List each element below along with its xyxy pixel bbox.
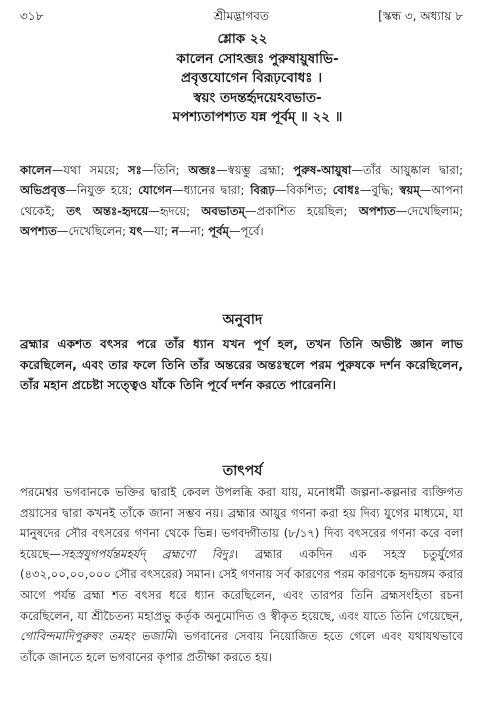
synonym-term: অপশ্যত: [20, 223, 57, 238]
synonym-meaning: দেখেছিলাম: [407, 203, 460, 218]
synonym-meaning: যা: [154, 223, 165, 238]
purport-text-part: । ব্রহ্মার একদিন এক সহস্র চতুর্যুগের (৪৩২,০০,০০,০০০ সৌর বৎসরের) সমান। সেই গণনায় সর্ব কারণের পরম কারণকে হৃদয়ঙ্গম করার আগে পর্যন্ত ব্রহ্মা শত বৎসর ধরে ধ্যান করেছিলেন, এবং তারপর তিনি ব্রহ্মসংহিতা রচনা করেছিলেন, যা শ্রীচৈতন্য মহাপ্রভু কর্তৃক অনুমোদিত ও স্বীকৃত হয়েছে, এবং যাতে তিনি গেয়েছেন,: [20, 546, 463, 623]
synonym-term: অপশ্যত: [358, 203, 396, 218]
synonym-meaning: আপনা থেকেই: [20, 183, 464, 218]
synonym-term: যোগেন: [138, 183, 173, 198]
purport-quote: সহস্রযুগপর্যন্তমহর্যদ্ ব্রহ্মণো বিদুঃ: [60, 546, 234, 561]
word-for-word-synonyms: কালেন—যথা সময়ে; সঃ—তিনি; অব্জঃ—স্বয়ম্ভু ব্রহ্মা; পুরুষ-আয়ুষা—তাঁর আয়ুষ্কাল দ্বারা; অভিপ্রবৃত্ত—নিযুক্ত হয়ে; যোগেন—ধ্যানের দ্বারা; বিরূঢ়—বিকশিত; বোধঃ—বুদ্ধি; স্বয়ম্—আপনা থেকেই; তৎ অন্তঃ-হৃদয়ে—হৃদয়ে; অবভাতম্—প্রকাশিত হয়েছিল; অপশ্যত—দেখেছিলাম; অপশ্যত—দেখেছিলেন; যৎ—যা; ন—না; পূর্বম্—পূর্বে।: [20, 163, 464, 238]
page-header: [20, 5, 463, 27]
synonym-meaning: নিযুক্ত হয়ে: [77, 183, 129, 198]
synonym-meaning: প্রকাশিত হয়েছিল: [256, 203, 344, 218]
purport-text: [20, 482, 463, 667]
synonym-meaning: স্বয়ম্ভু ব্রহ্মা: [227, 163, 281, 177]
synonym-term: অব্জঃ: [188, 163, 217, 177]
synonym-term: অভিপ্রবৃত্ত: [20, 183, 66, 198]
verse-block: [0, 30, 485, 128]
verse-heading: শ্লোক ২২: [217, 31, 268, 47]
synonym-term: সঃ: [127, 163, 142, 177]
purport-text-part: । ভগবানের সেবায় নিয়োজিত হতে গেলে এবং যথাযথভাবে তাঁকে জানতে হলে ভগবানের কৃপার প্রতীক্ষা করতে হয়।: [20, 629, 464, 664]
synonym-term: যৎ: [129, 223, 143, 238]
synonym-meaning: হৃদয়ে: [159, 203, 187, 218]
synonym-term: বোধঃ: [332, 183, 360, 198]
purport-quote: গোবিন্দমাদিপুরুষং তমহং ভজামি: [20, 629, 174, 644]
synonym-term: কালেন: [20, 163, 52, 177]
verse-line: কালেন সোঽব্জঃ পুরুষায়ুষাভি-: [176, 50, 339, 67]
verse-line: প্রবৃত্তযোগেন বিরূঢ়বোধঃ ।: [180, 70, 323, 86]
synonym-meaning: ধ্যানের দ্বারা: [183, 183, 241, 198]
synonym-meaning: বিকশিত: [286, 183, 324, 198]
translation-title: অনুবাদ: [222, 312, 263, 328]
verse-line: স্বয়ং তদন্তর্হৃদয়েঽবভাত-: [193, 89, 322, 106]
page-number: ৩১৮: [20, 9, 44, 23]
synonym-meaning: যথা সময়ে: [63, 163, 116, 177]
synonym-meaning: তাঁর আয়ুষ্কাল দ্বারা: [362, 163, 460, 177]
synonym-meaning: তিনি: [153, 163, 176, 177]
purport-title: তাৎপর্য: [222, 463, 263, 479]
verse-line: মপশ্যতাপশ্যত যন্ন পূর্বম্ ॥ ২২ ॥: [172, 109, 343, 125]
synonym-meaning: পূর্বে: [240, 223, 260, 238]
synonym-meaning: না: [190, 223, 201, 238]
purport-text-part: পরমেশ্বর ভগবানকে ভক্তির দ্বারাই কেবল উপলব্ধি করা যায়, মনোধর্মী জল্পনা-কল্পনার ব্যক্তিগত প্রয়াসের দ্বারা কখনই তাঁকে জানা সম্ভব নয়। ব্রহ্মার আয়ুর গণনা করা হয় দিব্য যুগের মাধ্যমে, যা মানুষদের সৌর বৎসরের গণনা থেকে ভিন্ন। ভগবদ্গীতায় (৮/১৭) দিব্য বৎসরের গণনা করে বলা হয়েছে—: [20, 485, 463, 561]
translation-text: ব্রহ্মার একশত বৎসর পরে তাঁর ধ্যান যখন পূর্ণ হল, তখন তিনি অভীষ্ট জ্ঞান লাভ করেছিলেন, এবং তার ফলে তিনি তাঁর অন্তরের অন্তঃস্থলে পরম পুরুষকে দর্শন করেছিলেন, তাঁর মহান প্রচেষ্টা সত্ত্বেও যাঁকে তিনি পূর্বে দর্শন করতে পারেননি।: [20, 337, 463, 392]
synonym-term: পুরুষ-আয়ুষা: [293, 163, 352, 177]
chapter-reference: [স্কন্ধ ৩, অধ্যায় ৮: [378, 9, 463, 23]
synonym-term: অবভাতম্: [201, 203, 245, 218]
synonym-meaning: দেখেছিলেন: [68, 223, 123, 238]
synonym-term: ন: [171, 223, 179, 238]
synonym-term: স্বয়ম্: [399, 183, 420, 198]
synonym-term: বিরূঢ়: [250, 183, 275, 198]
synonym-term: তৎ অন্তঃ-হৃদয়ে: [66, 203, 149, 218]
synonym-term: পূর্বম্: [208, 223, 229, 238]
book-title: শ্রীমদ্ভাগবত: [213, 9, 269, 23]
synonym-meaning: বুদ্ধি: [371, 183, 390, 198]
